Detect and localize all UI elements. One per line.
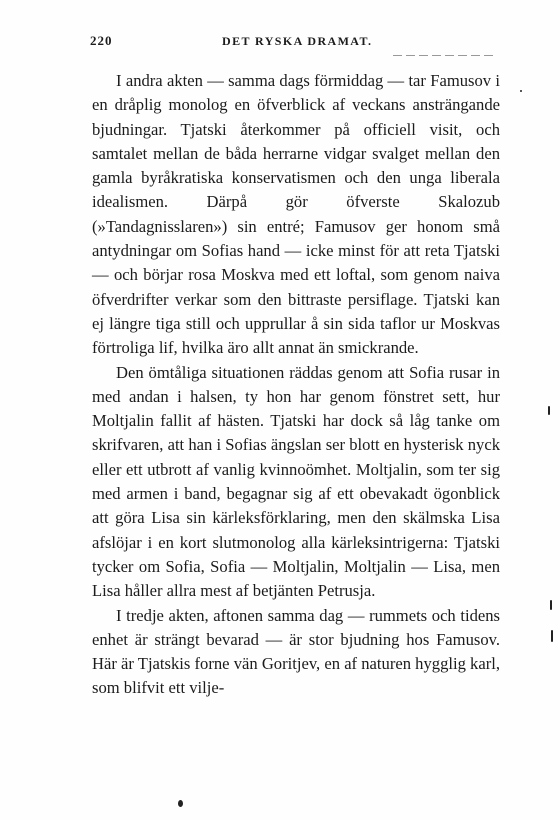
- paragraph-1: I andra akten — samma dags förmiddag — tar Famusov i en dråplig monolog en öfverblick af veckans ansträngande bjudningar. Tjatski återkommer på officiell visit, och samtalet mellan de båda herrarne vidgar svalget mellan den gamla byråkratiska konservatismen och den unga liberala idealismen. Därpå gör öfverste Skalozub (»Tandagnisslaren») sin entré; Famusov ger honom små antydningar om Sofias hand — icke minst för att reta Tjatski — och börjar rosa Moskva med ett loftal, som genom naiva öfverdrifter verkar som den bittraste persiflage. Tjatski kan ej längre tiga still och upprullar å sin sida taflor ur Moskvas förtroliga lif, hvilka äro allt annat än smickrande.: [92, 71, 500, 358]
- paragraph-2: Den ömtåliga situationen räddas genom att Sofia rusar in med andan i halsen, ty hon har genom fönstret sett, hur Moltjalin fallit af hästen. Tjatski har dock så låg tanke om skrifvaren, att han i Sofias ängslan ser blott en hysterisk nyck eller ett utbrott af vanlig kvinnoömhet. Moltjalin, som ter sig med armen i band, begagnar sig af ett obevakadt ögonblick att göra Lisa sin kärleksförklaring, men den skälmska Lisa afslöjar i en kort slutmonolog alla kärleksintrigerna: Tjatski tycker om Sofia, Sofia — Moltjalin, Moltjalin — Lisa, men Lisa håller allra mest af betjänten Petrusja.: [92, 362, 500, 601]
- running-head: [90, 33, 510, 53]
- body-text: [92, 69, 500, 701]
- header-rule: [393, 55, 493, 56]
- ink-speck: [178, 800, 183, 807]
- ink-speck: [520, 90, 522, 92]
- page-number: 220: [90, 33, 113, 48]
- paragraph-3: I tredje akten, aftonen samma dag — rummets och tidens enhet är strängt bevarad — är stor bjudning hos Famusov. Här är Tjatskis forne vän Goritjev, en af naturen hygglig karl, som blifvit ett vilje-: [92, 605, 500, 698]
- ink-speck: [550, 600, 552, 610]
- ink-speck: [548, 406, 550, 415]
- ink-speck: [551, 630, 553, 642]
- running-title: DET RYSKA DRAMAT.: [222, 34, 373, 48]
